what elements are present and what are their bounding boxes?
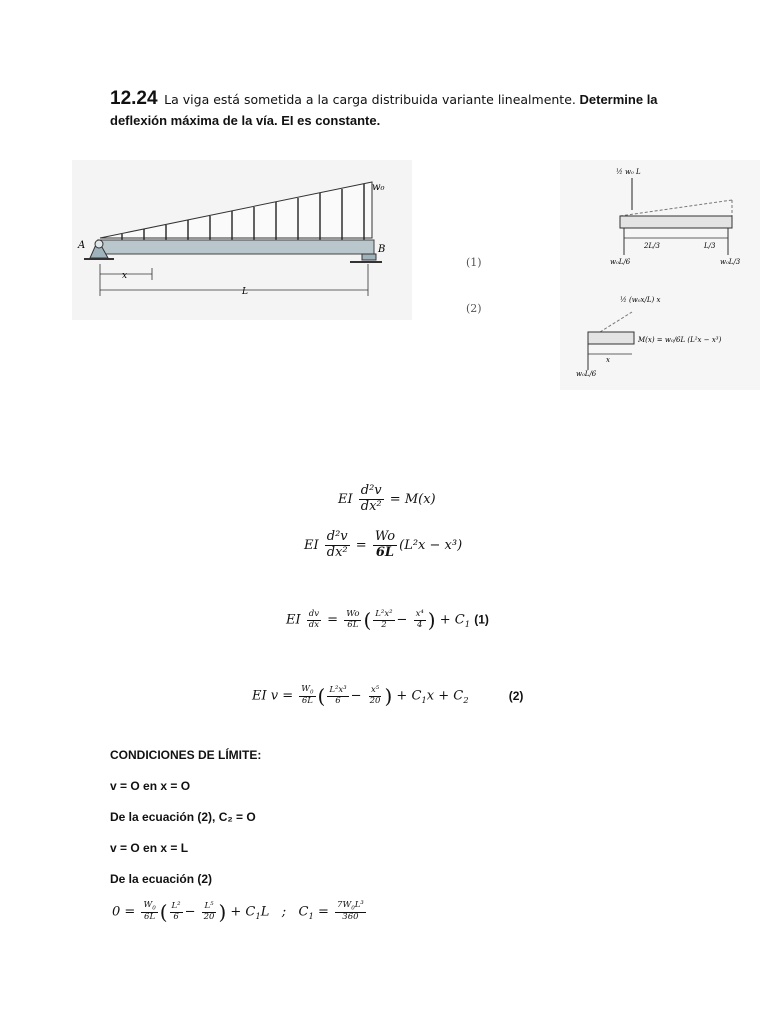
equation-4: EI v = $\frac{W_0}{6L}$ ( $\frac{\text{L²x³}}{6}$ − $\frac{\text{x⁵}}{20}$ ) + $C_1x + C_2$ (2) [252, 684, 524, 708]
beam-figure [72, 160, 412, 320]
problem-statement [110, 88, 670, 131]
label-b: B [378, 244, 386, 255]
condition-1: v = O en x = O [110, 779, 191, 793]
condition-3: v = O en x = L [110, 841, 189, 855]
equation-2: EI $\frac{\text{d²v}}{\text{dx²}}$ = $\frac{Wo}{6L}$ (L²x − x³) [304, 529, 463, 560]
free-body-diagrams [560, 160, 760, 390]
section-beam [588, 332, 634, 344]
conditions-heading: CONDICIONES DE LÍMITE: [110, 748, 262, 762]
equation-1: EI $\frac{\text{d²v}}{\text{dx²}}$ = M(x) [338, 483, 436, 514]
equation-5: 0 = $\frac{W_0}{6L}$ ( $\frac{\text{L²}}{6}$ − $\frac{\text{L⁵}}{20}$ ) + $C_1L$ ; $C_1$ = $\frac{7W_0L^3}{360}$ [112, 900, 364, 924]
equation-4-tag: (2) [508, 688, 524, 703]
equation-3-tag: (1) [474, 612, 489, 627]
fbd-left-reaction: w₀L/6 [610, 258, 631, 266]
fbd-left-dim: 2L/3 [644, 242, 660, 250]
equation-3: EI $\frac{dv}{dx}$ = $\frac{Wo}{6L}$ ( $\frac{\text{L²x²}}{2}$ − $\frac{\text{x⁴}}{4}$ ) + $C_1$ (1) [286, 608, 489, 632]
fbd-beam [620, 216, 732, 228]
statement-lead: La viga está sometida a la carga distribuida variante linealmente. [164, 92, 576, 107]
load-label: w₀ [372, 182, 385, 193]
sec-load-label: ½ (w₀x/L) x [620, 296, 661, 304]
fbd-right-dim: L/3 [704, 242, 716, 250]
dim-x: x [122, 271, 128, 281]
beam [98, 240, 374, 254]
dim-l: L [242, 287, 248, 297]
sec-reaction: w₀L/6 [576, 370, 597, 378]
fbd-top-label: ½ w₀ L [616, 168, 641, 176]
fbd-right-reaction: w₀L/3 [720, 258, 741, 266]
step-1-label: (1) [466, 256, 482, 269]
eq1-text [0, 0, 1, 1]
sec-dim: x [606, 356, 610, 364]
condition-4: De la ecuación (2) [110, 872, 213, 886]
step-2-label: (2) [466, 302, 482, 315]
statement-rest: Determine la deflexión máxima de la vía. EI es constante. [110, 92, 658, 128]
label-a: A [78, 240, 86, 251]
problem-number: 12.24 [110, 88, 158, 109]
condition-2: De la ecuación (2), C₂ = O [110, 810, 256, 824]
roller-support-b [362, 254, 376, 260]
sec-moment: M(x) = w₀/6L (L²x − x³) [638, 336, 722, 344]
